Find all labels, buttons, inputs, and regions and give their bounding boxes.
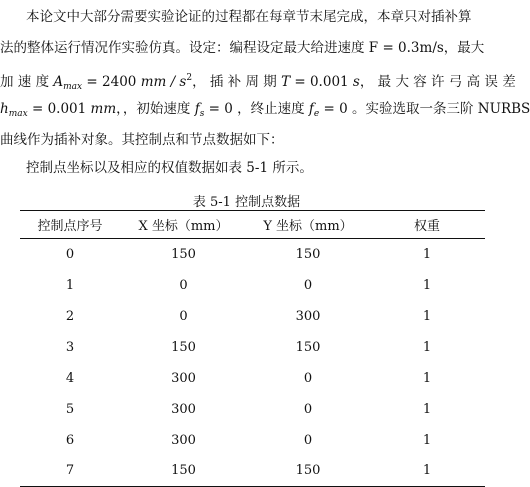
cell-weight: 1	[422, 246, 432, 262]
accel-value: = 2400	[82, 74, 137, 90]
cell-index: 7	[20, 456, 120, 487]
header-index: 控制点序号	[20, 211, 120, 239]
cell-index: 2	[65, 308, 75, 324]
end-speed-symbol: f	[308, 101, 314, 117]
cell-y: 0	[303, 432, 313, 448]
cell-index: 4	[65, 370, 75, 386]
cell-weight: 1	[422, 277, 432, 293]
cell-y: 150	[295, 246, 321, 262]
chord-error-symbol: h	[0, 101, 9, 117]
cell-weight: 1	[422, 308, 432, 324]
period-symbol: T	[281, 74, 291, 90]
end-speed-subscript: e	[313, 109, 320, 119]
header-x: X 坐标（mm）	[120, 211, 247, 239]
chord-error-subscript: max	[8, 109, 28, 119]
cell-y: 300	[295, 308, 321, 324]
cell-x: 150	[120, 456, 247, 487]
cell-x: 300	[171, 432, 196, 448]
body-text-line-1: 本论文中大部分需要实验论证的过程都在每章节末尾完成，本章只对插补算	[26, 9, 472, 25]
chord-error-value: = 0.001	[27, 101, 87, 117]
cell-x: 150	[171, 246, 196, 262]
cell-index: 0	[65, 246, 75, 262]
control-point-table	[20, 210, 485, 487]
cell-index: 1	[65, 277, 75, 293]
chord-error-label: ， 最 大 容 许 弓 高 误 差	[359, 74, 516, 90]
cell-y: 0	[303, 277, 313, 293]
accel-symbol: A	[53, 74, 64, 90]
period-label: ， 插 补 周 期	[192, 74, 277, 90]
cell-weight: 1	[369, 456, 485, 487]
cell-y: 0	[303, 370, 313, 386]
cell-index: 6	[65, 432, 75, 448]
table-row	[20, 301, 485, 332]
table-caption: 表 5-1 控制点数据	[192, 195, 301, 210]
body-text-line-2: 法的整体运行情况作实验仿真。设定：编程设定最大给进速度 F = 0.3m/s，最大	[0, 40, 485, 56]
accel-unit: mm / s	[140, 74, 187, 90]
table-row	[20, 394, 485, 425]
cell-x: 150	[171, 339, 196, 355]
cell-y: 150	[247, 456, 369, 487]
table-row	[20, 363, 485, 394]
body-text-line-6: 控制点坐标以及相应的权值数据如表 5-1 所示。	[26, 160, 313, 176]
cell-y: 150	[295, 339, 321, 355]
cell-weight: 1	[422, 370, 432, 386]
table-row	[20, 239, 485, 270]
period-value: = 0.001	[290, 74, 349, 90]
cell-weight: 1	[422, 339, 432, 355]
nurbs-sentence: = 0 。实验选取一条三阶 NURBS	[319, 101, 530, 117]
table-row	[20, 425, 485, 456]
cell-weight: 1	[422, 401, 432, 417]
period-unit: s	[352, 74, 360, 90]
table-header-row	[20, 211, 485, 239]
cell-index: 5	[65, 401, 75, 417]
header-y: Y 坐标（mm）	[247, 211, 369, 239]
cell-x: 0	[179, 277, 188, 293]
header-weight: 权重	[369, 211, 485, 239]
cell-x: 0	[179, 308, 188, 324]
body-text-line-3	[0, 71, 516, 94]
accel-label: 加 速 度	[0, 74, 50, 90]
cell-index: 3	[65, 339, 75, 355]
start-speed-symbol: f	[194, 101, 200, 117]
cell-weight: 1	[422, 432, 432, 448]
table-row	[20, 456, 485, 487]
start-speed-subscript: s	[199, 109, 205, 119]
table-row	[20, 332, 485, 363]
chord-error-unit: mm	[90, 101, 117, 117]
body-text-line-5: 曲线作为插补对象。其控制点和节点数据如下：	[0, 132, 284, 148]
cell-y: 0	[303, 401, 313, 417]
cell-x: 300	[171, 401, 196, 417]
accel-subscript: max	[63, 82, 83, 92]
end-speed-label: = 0 ，终止速度	[204, 101, 305, 117]
table-row	[20, 270, 485, 301]
cell-x: 300	[171, 370, 196, 386]
start-speed-label: ，，初始速度	[116, 101, 191, 117]
body-text-line-4	[0, 101, 530, 121]
accel-unit-exponent: 2	[186, 73, 193, 83]
